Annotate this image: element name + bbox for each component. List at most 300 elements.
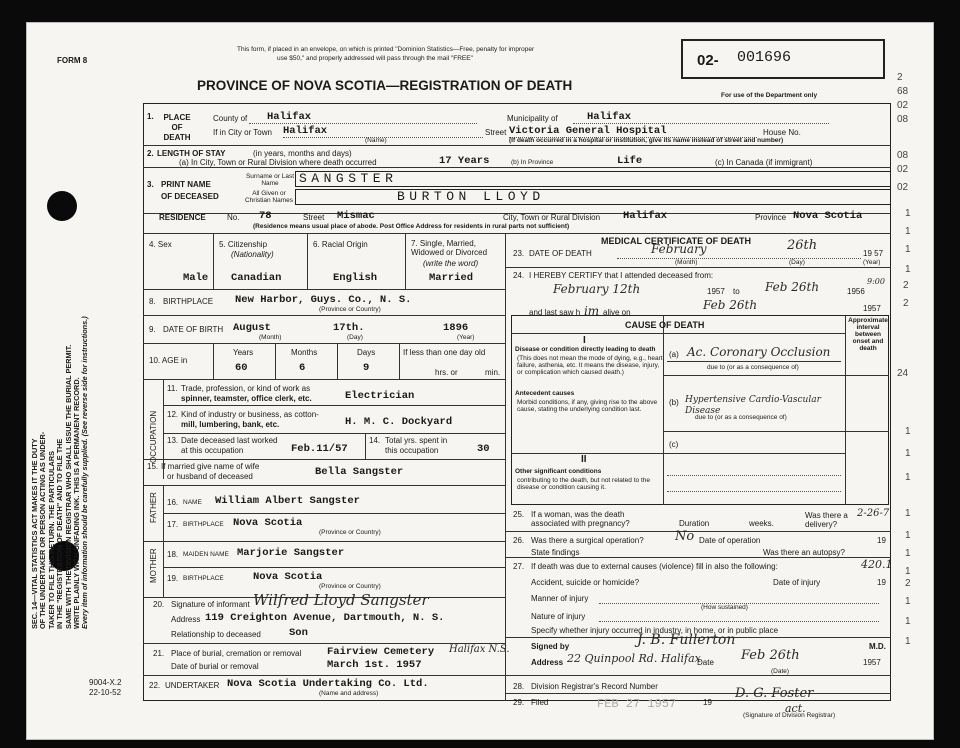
side-note-line bbox=[81, 316, 89, 629]
death-month-hint: (Month) bbox=[675, 259, 698, 266]
citizenship-value: Canadian bbox=[231, 272, 282, 284]
print-code-2: 22-10-52 bbox=[89, 688, 122, 697]
registrar-signature-hint: (Signature of Division Registrar) bbox=[743, 712, 836, 719]
cause-b-label: (b) bbox=[669, 398, 679, 407]
length-of-stay-hint: (in years, months and days) bbox=[253, 149, 352, 158]
age-months-label: Months bbox=[291, 348, 318, 357]
age-label-text: AGE in bbox=[161, 356, 188, 365]
birthplace-value: New Harbor, Guys. Co., N. S. bbox=[235, 294, 412, 306]
municipality-label: Municipality of bbox=[507, 114, 558, 123]
death-day-hint: (Day) bbox=[789, 259, 805, 266]
burial-date-value: March 1st. 1957 bbox=[327, 659, 422, 671]
other-conditions-label: Other significant conditions bbox=[515, 468, 602, 475]
rule bbox=[663, 315, 664, 505]
signed-year: 1957 bbox=[863, 658, 881, 667]
rule bbox=[249, 123, 477, 124]
s15-num: 15. bbox=[147, 462, 159, 471]
mother-label: MOTHER bbox=[149, 548, 158, 583]
stay-b-label: (b) In Province bbox=[511, 159, 554, 166]
side-note-text: Every item of information should be carefully supplied. bbox=[80, 438, 90, 629]
interval-label: Approximate interval between onset and death bbox=[848, 317, 888, 352]
s20-num: 20. bbox=[153, 600, 165, 609]
operation-year: 19 bbox=[877, 536, 886, 545]
registrar-signature: D. G. Foster bbox=[735, 686, 814, 701]
rule bbox=[505, 675, 891, 676]
s2-num: 2. bbox=[147, 149, 154, 158]
s16-num: 16. bbox=[167, 498, 179, 507]
residence-street: Mismac bbox=[337, 210, 375, 222]
s25-num: 25. bbox=[513, 510, 525, 519]
stay-a-label: (a) In City, Town or Rural Division where death occurred bbox=[179, 158, 377, 167]
cause-a-label: (a) bbox=[669, 350, 679, 359]
residence-note: (Residence means usual place of abode. Post Office Address for residents in rural parts not sufficient) bbox=[253, 223, 570, 230]
rule bbox=[511, 333, 845, 334]
last-saw-label: and last saw h im alive on bbox=[529, 304, 631, 318]
registrar-signature-note: act. bbox=[785, 702, 806, 715]
marital-value: Married bbox=[429, 272, 474, 284]
city-label: If in City or Town bbox=[213, 128, 272, 137]
rule bbox=[617, 258, 861, 259]
antecedent-label: Antecedent causes bbox=[515, 390, 575, 397]
s14-num: 14. bbox=[369, 436, 381, 445]
age-min: min. bbox=[485, 368, 501, 377]
s27-num: 27. bbox=[513, 562, 525, 571]
antecedent-note: Morbid conditions, if any, giving rise to the above cause, stating the underlying condition last. bbox=[517, 399, 658, 413]
margin-code: 1 bbox=[905, 508, 911, 519]
rule bbox=[163, 567, 505, 568]
industry-label-1: Kind of industry or business, as cotton- bbox=[181, 410, 319, 419]
attended-from-year: 1957 bbox=[707, 287, 725, 296]
cause-a-value: Ac. Coronary Occlusion bbox=[687, 345, 831, 359]
rule bbox=[663, 375, 889, 376]
citizenship-label-text: Citizenship bbox=[227, 240, 268, 249]
side-note-line: TAKER TO FILE THIS RETURN. THE PARTICULARS bbox=[46, 451, 56, 629]
margin-code: 1 bbox=[905, 548, 911, 559]
delivery-label: Was there a delivery? bbox=[805, 511, 848, 529]
s22-num: 22. bbox=[149, 681, 161, 690]
s23-num: 23. bbox=[513, 249, 525, 258]
physician-signature: J. B. Fullerton bbox=[637, 632, 736, 648]
delivery-annotation: 2-26-7 bbox=[857, 508, 890, 519]
mother-birthplace-hint: (Province or Country) bbox=[319, 583, 381, 590]
other-conditions-note: contributing to the death, but not related to the disease or condition causing it. bbox=[517, 477, 650, 491]
last-worked-label-1: Date deceased last worked bbox=[181, 436, 278, 445]
rule bbox=[143, 485, 505, 486]
specify-label: Specify whether injury occurred in industry, in home, or in public place bbox=[531, 626, 779, 635]
margin-code: 24 bbox=[897, 368, 909, 379]
father-label: FATHER bbox=[149, 492, 158, 523]
part-I-label: I bbox=[583, 335, 586, 346]
s1-num: 1. bbox=[147, 112, 154, 121]
cause-b-value: Hypertensive Cardio-Vascular Disease bbox=[685, 395, 821, 416]
md-label: M.D. bbox=[869, 642, 886, 651]
residence-city: Halifax bbox=[623, 210, 668, 222]
surgery-value: No bbox=[675, 529, 695, 544]
s5-num: 5. bbox=[219, 240, 226, 249]
rule bbox=[505, 531, 891, 532]
county-value: Halifax bbox=[267, 111, 312, 123]
s24-num: 24. bbox=[513, 271, 525, 280]
column-divider bbox=[505, 234, 506, 701]
place-of-death-label: PLACE OF DEATH bbox=[163, 113, 191, 142]
s21-num: 21. bbox=[153, 649, 165, 658]
margin-code: 1 bbox=[905, 596, 911, 607]
rule bbox=[667, 491, 841, 492]
sex-label bbox=[149, 241, 172, 249]
birthplace-label: BIRTHPLACE bbox=[163, 297, 214, 306]
margin-code: 1 bbox=[905, 448, 911, 459]
margin-code: 1 bbox=[905, 636, 911, 647]
sex-value: Male bbox=[183, 272, 209, 284]
rule bbox=[213, 234, 214, 289]
registration-number: 001696 bbox=[737, 49, 792, 66]
pregnancy-duration: Duration bbox=[679, 519, 710, 528]
racial-origin-label bbox=[313, 241, 368, 249]
date-of-birth-label: DATE OF BIRTH bbox=[163, 325, 224, 334]
mother-birthplace-value: Nova Scotia bbox=[253, 571, 323, 583]
rule bbox=[213, 343, 214, 379]
registration-prefix: 02- bbox=[697, 52, 719, 69]
undertaker-label: UNDERTAKER bbox=[165, 681, 220, 690]
findings-label: State findings bbox=[531, 548, 580, 557]
cause-direct-note: (This does not mean the mode of dying, e.g., heart failure, asthenia, etc. It means the disease, injury, or complication which caused death.) bbox=[517, 355, 663, 376]
age-days-label: Days bbox=[357, 348, 376, 357]
street-value: Victoria General Hospital bbox=[509, 125, 667, 137]
residence-province-label: Province bbox=[755, 213, 787, 222]
length-of-stay-label: LENGTH OF STAY bbox=[157, 149, 226, 158]
residence-no: 78 bbox=[259, 210, 272, 222]
rule bbox=[667, 361, 841, 362]
father-name-value: William Albert Sangster bbox=[215, 495, 360, 507]
margin-code: 02 bbox=[897, 182, 909, 193]
burial-place-value: Fairview Cemetery bbox=[327, 646, 435, 658]
margin-code: 1 bbox=[905, 264, 911, 275]
rule bbox=[143, 343, 505, 344]
stay-b-value: Life bbox=[617, 155, 643, 167]
occupation-label: OCCUPATION bbox=[149, 410, 158, 463]
father-birthplace-label: BIRTHPLACE bbox=[183, 521, 224, 528]
rule bbox=[307, 234, 308, 289]
margin-code: 2 bbox=[897, 72, 903, 83]
marital-sub: (write the word) bbox=[423, 259, 479, 268]
external-causes-annotation: 420.1 bbox=[861, 558, 893, 571]
mother-maiden-name-label: MAIDEN NAME bbox=[183, 551, 229, 558]
attended-time: 9:00 bbox=[867, 277, 885, 286]
rule bbox=[163, 405, 505, 406]
birth-day: 17th. bbox=[333, 322, 365, 334]
medical-certificate-title: MEDICAL CERTIFICATE OF DEATH bbox=[601, 236, 751, 246]
institution-note: (If death occurred in a hospital or institution, give its name instead of street and number) bbox=[509, 137, 784, 144]
external-causes-label: If death was due to external causes (violence) fill in also the following: bbox=[531, 562, 778, 571]
physician-address: 22 Quinpool Rd. Halifax bbox=[567, 652, 701, 665]
rule bbox=[143, 459, 505, 460]
industry-value: H. M. C. Dockyard bbox=[345, 416, 453, 428]
rule bbox=[143, 167, 891, 168]
rule bbox=[143, 289, 505, 290]
margin-code: 1 bbox=[905, 566, 911, 577]
department-note: For use of the Department only bbox=[721, 92, 818, 99]
residence-no-label: No. bbox=[227, 213, 240, 222]
birth-day-hint: (Day) bbox=[347, 334, 363, 341]
envelope-note-2: use $50," and properly addressed will pass through the mail "FREE" bbox=[277, 55, 473, 62]
side-note-line: OF THE UNDERTAKER OR PERSON ACTING AS UNDER- bbox=[38, 431, 48, 629]
s8-num: 8. bbox=[149, 297, 156, 306]
of-deceased-label: OF DECEASED bbox=[161, 192, 219, 201]
rule bbox=[143, 315, 505, 316]
given-names-label: All Given or Christian Names bbox=[244, 190, 294, 204]
age-months: 6 bbox=[299, 362, 306, 374]
signed-date-prefix: Date bbox=[697, 658, 714, 667]
s18-num: 18. bbox=[167, 550, 179, 559]
stay-a-value: 17 Years bbox=[439, 155, 490, 167]
filed-stamp: FEB 27 1957 bbox=[597, 697, 677, 711]
father-birthplace-hint: (Province or Country) bbox=[319, 529, 381, 536]
citizenship-label bbox=[219, 241, 267, 249]
given-names-value: BURTON LLOYD bbox=[397, 189, 545, 204]
death-registration-form bbox=[26, 22, 934, 740]
death-day: 26th bbox=[787, 238, 818, 253]
nature-label: Nature of injury bbox=[531, 612, 586, 621]
margin-code: 1 bbox=[905, 226, 911, 237]
surname-value: SANGSTER bbox=[299, 171, 398, 186]
informant-signature-label: Signature of informant bbox=[171, 600, 250, 609]
side-note-line: SEC. 14—VITAL STATISTICS ACT MAKES IT THE DUTY bbox=[30, 438, 39, 629]
part-II-label: II bbox=[581, 454, 587, 465]
s13-num: 13. bbox=[167, 436, 179, 445]
margin-code: 1 bbox=[905, 244, 911, 255]
signed-date-hint: (Date) bbox=[771, 668, 790, 675]
burial-place-label: Place of burial, cremation or removal bbox=[171, 649, 302, 658]
attended-from: February 12th bbox=[553, 282, 641, 296]
rule bbox=[511, 453, 845, 454]
mother-maiden-name-value: Marjorie Sangster bbox=[237, 547, 345, 559]
informant-address-label: Address bbox=[171, 615, 201, 624]
residence-province: Nova Scotia bbox=[793, 210, 863, 222]
s12-num: 12. bbox=[167, 410, 179, 419]
residence-street-label: Street bbox=[303, 213, 325, 222]
industry-label-2: mill, lumbering, bank, etc. bbox=[181, 420, 280, 429]
side-note-line: IN THE "REGISTRATION OF DEATH" AND TO FILE THE bbox=[55, 438, 65, 629]
due-to-2: due to (or as a consequence of) bbox=[695, 414, 787, 421]
margin-code: 08 bbox=[897, 150, 909, 161]
rule bbox=[143, 541, 505, 542]
informant-address: 119 Creighton Avenue, Dartmouth, N. S. bbox=[205, 612, 445, 624]
envelope-note-1: This form, if placed in an envelope, on which is printed "Dominion Statistics—Free, penalty for improper bbox=[237, 46, 535, 53]
attended-to: Feb 26th bbox=[765, 280, 820, 294]
injury-date-label: Date of injury bbox=[773, 578, 821, 587]
filed-label: Filed bbox=[531, 698, 549, 707]
age-less-label: If less than one day old bbox=[403, 348, 486, 357]
rule bbox=[143, 675, 505, 676]
birth-month: August bbox=[233, 322, 271, 334]
s4-num: 4. bbox=[149, 240, 156, 249]
death-month: February bbox=[651, 242, 707, 256]
birthplace-hint: (Province or Country) bbox=[319, 306, 381, 313]
margin-code: 1 bbox=[905, 616, 911, 627]
margin-code: 1 bbox=[905, 208, 911, 219]
date-of-death-label: DATE OF DEATH bbox=[529, 249, 592, 258]
rule bbox=[405, 234, 406, 289]
racial-origin-label-text: Racial Origin bbox=[321, 240, 368, 249]
print-code-1: 9004-X.2 bbox=[89, 678, 122, 687]
s26-num: 26. bbox=[513, 536, 525, 545]
cause-c-label: (c) bbox=[669, 440, 679, 449]
rule bbox=[505, 267, 891, 268]
pregnancy-weeks: weeks. bbox=[749, 519, 774, 528]
margin-code: 2 bbox=[903, 280, 909, 291]
side-note-line: WRITE PLAINLY WITH UNFADING INK. THIS IS A PERMANENT RECORD. bbox=[71, 377, 81, 629]
rule bbox=[143, 145, 891, 146]
rule bbox=[143, 379, 505, 380]
margin-code: 68 bbox=[897, 86, 909, 97]
age-days: 9 bbox=[363, 362, 370, 374]
burial-date-label: Date of burial or removal bbox=[171, 662, 259, 671]
how-sustained-hint: (How sustained) bbox=[701, 604, 748, 611]
mother-birthplace-label: BIRTHPLACE bbox=[183, 575, 224, 582]
marital-label-text: Single, Married, Widowed or Divorced bbox=[411, 239, 488, 257]
margin-code: 1 bbox=[905, 472, 911, 483]
pregnancy-label-2: associated with pregnancy? bbox=[531, 519, 630, 528]
occupation-label-1: Trade, profession, or kind of work as bbox=[181, 384, 311, 393]
side-note bbox=[31, 316, 90, 629]
last-saw-date: Feb 26th bbox=[703, 298, 758, 312]
physician-address-label: Address bbox=[531, 658, 564, 667]
signed-date: Feb 26th bbox=[741, 648, 800, 663]
s29-num: 29. bbox=[513, 698, 525, 707]
manner-label: Manner of injury bbox=[531, 594, 589, 603]
print-name-label: PRINT NAME bbox=[161, 180, 211, 189]
filed-year: 19 bbox=[703, 698, 712, 707]
rule bbox=[505, 693, 891, 694]
punch-hole-top bbox=[47, 191, 77, 221]
autopsy-label: Was there an autopsy? bbox=[763, 548, 845, 557]
form-title: PROVINCE OF NOVA SCOTIA—REGISTRATION OF DEATH bbox=[197, 78, 573, 93]
last-saw-year: 1957 bbox=[863, 304, 881, 313]
s7-num: 7. bbox=[411, 239, 418, 248]
undertaker-hint: (Name and address) bbox=[319, 690, 379, 697]
last-worked-label-2: at this occupation bbox=[181, 446, 244, 455]
form-label: FORM 8 bbox=[57, 56, 88, 65]
s11-num: 11. bbox=[167, 384, 178, 393]
rule bbox=[143, 233, 891, 234]
burial-place-annotation: Halifax N.S. bbox=[449, 644, 510, 655]
death-year-hint: (Year) bbox=[863, 259, 881, 266]
rule bbox=[845, 315, 846, 505]
due-to-1: due to (or as a consequence of) bbox=[707, 364, 799, 371]
age-years-label: Years bbox=[233, 348, 254, 357]
racial-origin-value: English bbox=[333, 272, 378, 284]
s19-num: 19. bbox=[167, 574, 179, 583]
attended-to-year: 1956 bbox=[847, 287, 865, 296]
residence-city-label: City, Town or Rural Division bbox=[503, 213, 601, 222]
street-label: Street bbox=[485, 128, 507, 137]
undertaker-value: Nova Scotia Undertaking Co. Ltd. bbox=[227, 678, 429, 690]
side-note-text: (See reverse side for instructions.) bbox=[80, 316, 90, 437]
citizenship-sub: (Nationality) bbox=[231, 250, 274, 259]
accident-label: Accident, suicide or homicide? bbox=[531, 578, 640, 587]
margin-code: 2 bbox=[905, 578, 911, 589]
pregnancy-label-1: If a woman, was the death bbox=[531, 510, 625, 519]
birth-month-hint: (Month) bbox=[259, 334, 282, 341]
age-years: 60 bbox=[235, 362, 248, 374]
s9-num: 9. bbox=[149, 325, 156, 334]
last-saw-label-text: and last saw h bbox=[529, 308, 581, 317]
rule bbox=[399, 343, 400, 379]
registrar-record-label: Division Registrar's Record Number bbox=[531, 682, 658, 691]
spouse-label-1: If married give name of wife bbox=[161, 462, 260, 471]
surname-label: Surname or Last Name bbox=[245, 173, 295, 187]
municipality-value: Halifax bbox=[587, 111, 632, 123]
birth-year-hint: (Year) bbox=[457, 334, 475, 341]
relationship-value: Son bbox=[289, 627, 308, 639]
rule bbox=[663, 431, 889, 432]
rule bbox=[275, 343, 276, 379]
s10-num: 10. bbox=[149, 356, 161, 365]
house-label: House No. bbox=[763, 128, 801, 137]
rule bbox=[163, 433, 505, 434]
injury-year: 19 bbox=[877, 578, 886, 587]
rule bbox=[337, 343, 338, 379]
father-name-label: NAME bbox=[183, 499, 202, 506]
rule bbox=[365, 433, 366, 459]
stay-c-label: (c) In Canada (if immigrant) bbox=[715, 158, 813, 167]
residence-label: RESIDENCE bbox=[159, 213, 206, 222]
margin-code: 1 bbox=[905, 426, 911, 437]
rule bbox=[573, 123, 829, 124]
s3-num: 3. bbox=[147, 180, 154, 189]
margin-code: 2 bbox=[903, 298, 909, 309]
margin-code: 1 bbox=[905, 530, 911, 541]
s28-num: 28. bbox=[513, 682, 525, 691]
rule bbox=[667, 475, 841, 476]
city-value: Halifax bbox=[283, 125, 328, 137]
years-in-occupation-value: 30 bbox=[477, 443, 490, 455]
city-name-hint: (Name) bbox=[365, 137, 387, 144]
side-note-line: SAME WITH THE DIVISION REGISTRAR WHO SHALL ISSUE THE BURIAL PERMIT. bbox=[63, 344, 73, 629]
sex-label-text: Sex bbox=[157, 240, 172, 249]
spouse-value: Bella Sangster bbox=[315, 466, 404, 478]
county-label: County of bbox=[213, 114, 248, 123]
birth-year: 1896 bbox=[443, 322, 469, 334]
cause-direct-label: Disease or condition directly leading to death bbox=[515, 346, 656, 353]
age-hrs: hrs. or bbox=[435, 368, 458, 377]
surgery-label: Was there a surgical operation? bbox=[531, 536, 644, 545]
s6-num: 6. bbox=[313, 240, 320, 249]
marital-label bbox=[411, 239, 503, 257]
relationship-label: Relationship to deceased bbox=[171, 630, 261, 639]
margin-code: 02 bbox=[897, 100, 909, 111]
rule bbox=[599, 621, 879, 622]
s17-num: 17. bbox=[167, 520, 179, 529]
attended-to-label: to bbox=[733, 287, 740, 296]
last-saw-suffix: alive on bbox=[603, 308, 631, 317]
occupation-label-2: spinner, teamster, office clerk, etc. bbox=[181, 394, 312, 403]
age-label bbox=[149, 357, 187, 365]
last-worked-value: Feb.11/57 bbox=[291, 443, 348, 455]
margin-code: 08 bbox=[897, 114, 909, 125]
margin-code: 02 bbox=[897, 164, 909, 175]
given-names-box bbox=[295, 189, 891, 205]
years-in-occupation-label-1: Total yrs. spent in bbox=[385, 436, 448, 445]
attended-label: I HEREBY CERTIFY that I attended deceased from: bbox=[529, 271, 714, 280]
occupation-value: Electrician bbox=[345, 390, 415, 402]
signed-by-label: Signed by bbox=[531, 642, 570, 651]
rule bbox=[163, 513, 505, 514]
father-birthplace-value: Nova Scotia bbox=[233, 517, 303, 529]
rule bbox=[505, 557, 891, 558]
death-year: 19 57 bbox=[863, 249, 884, 258]
operation-date-label: Date of operation bbox=[699, 536, 761, 545]
